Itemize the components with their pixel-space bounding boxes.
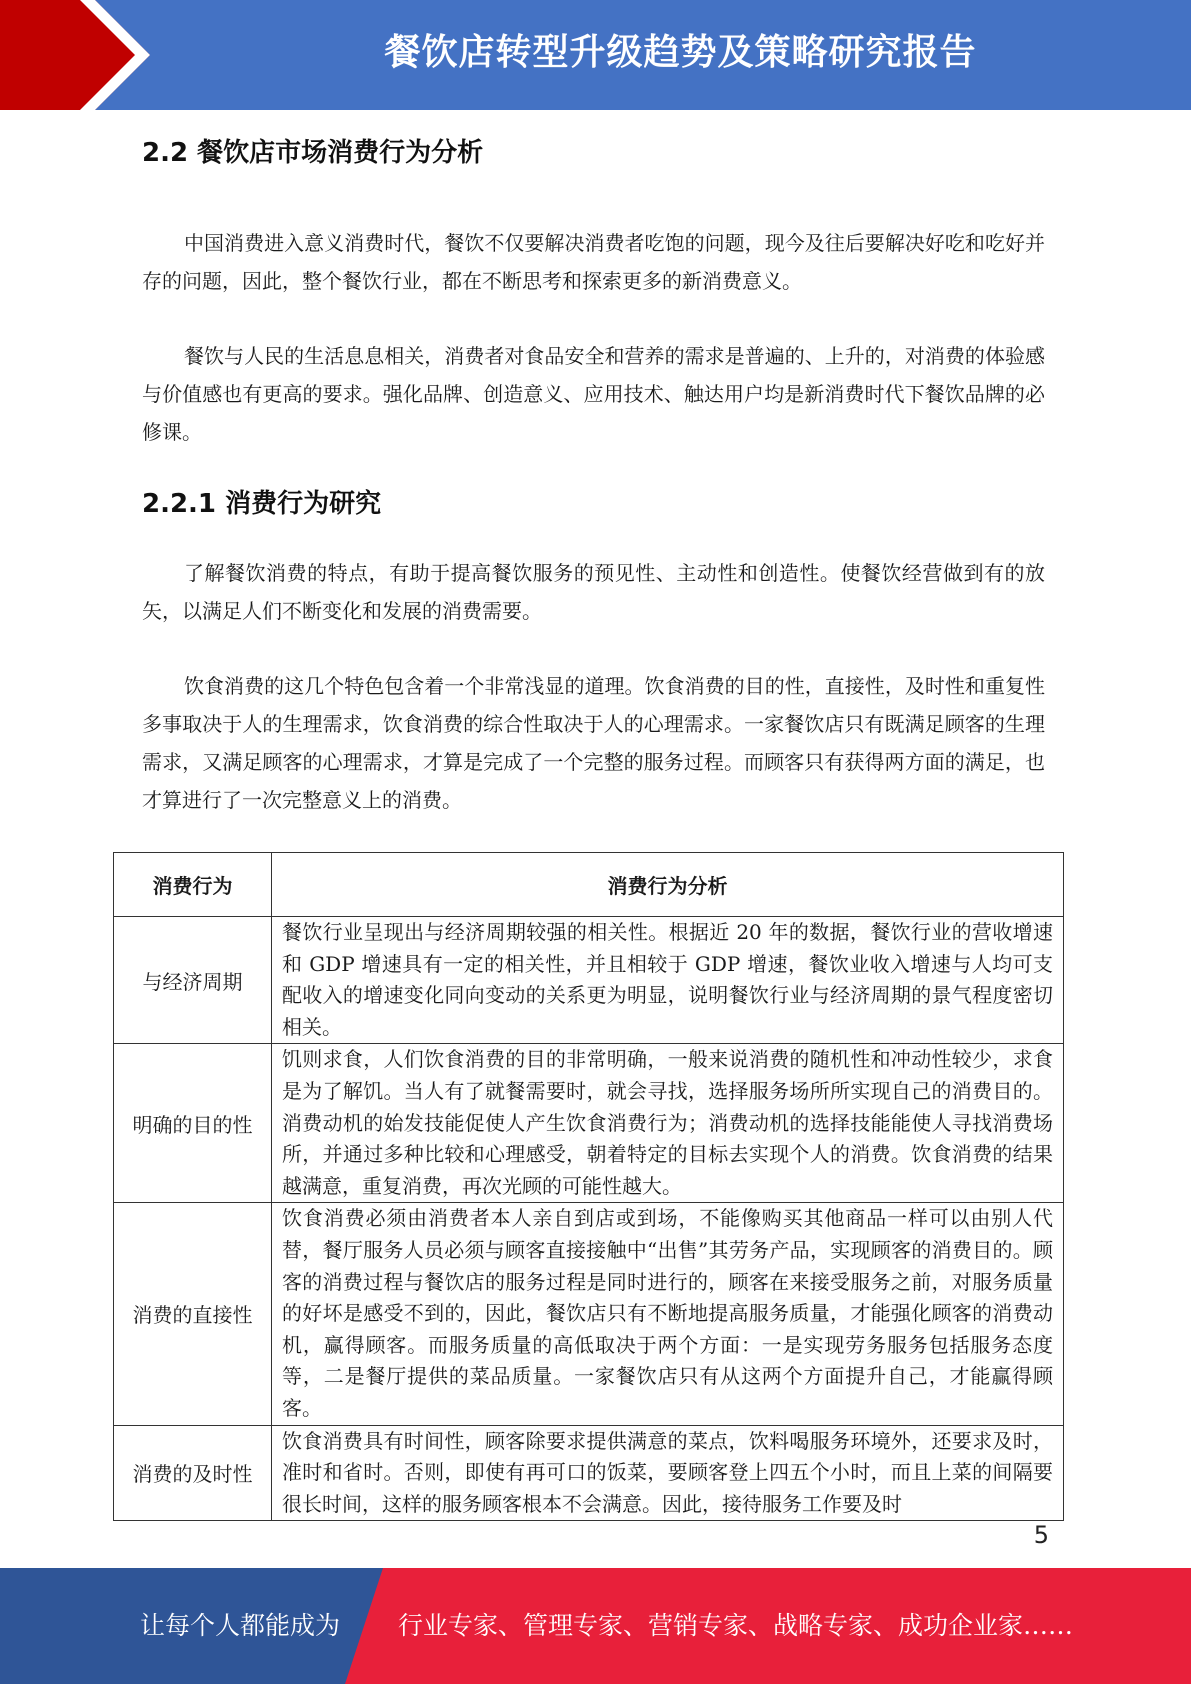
report-title: 餐饮店转型升级趋势及策略研究报告 [384, 32, 977, 73]
report-header [0, 0, 1191, 110]
behavior-cell: 消费的直接性 [114, 1203, 272, 1425]
table-row [114, 917, 1064, 1044]
behavior-cell: 明确的目的性 [114, 1044, 272, 1203]
column-header-analysis: 消费行为分析 [272, 853, 1064, 917]
red-arrow-shape [0, 0, 150, 110]
behavior-cell: 消费的及时性 [114, 1425, 272, 1521]
consumption-behavior-table [113, 852, 1064, 1521]
column-header-behavior: 消费行为 [114, 853, 272, 917]
footer-slogan-right: 行业专家、管理专家、营销专家、战略专家、成功企业家…… [398, 1611, 1074, 1640]
analysis-cell: 餐饮行业呈现出与经济周期较强的相关性。根据近 20 年的数据，餐饮行业的营收增速和 GDP 增速具有一定的相关性，并且相较于 GDP 增速，餐饮业收入增速与人均可支配收入的增速变化同向变动的关系更为明显，说明餐饮行业与经济周期的景气程度密切相关。 [272, 917, 1064, 1044]
table-row [114, 1425, 1064, 1521]
subsection-paragraph-1: 了解餐饮消费的特点，有助于提高餐饮服务的预见性、主动性和创造性。使餐饮经营做到有的放矢，以满足人们不断变化和发展的消费需要。 [142, 561, 1045, 623]
table-row [114, 1044, 1064, 1203]
footer-slogan-left: 让每个人都能成为 [140, 1611, 341, 1640]
table-row [114, 1203, 1064, 1425]
analysis-cell: 饮食消费具有时间性，顾客除要求提供满意的菜点，饮料喝服务环境外，还要求及时，准时和省时。否则，即使有再可口的饭菜，要顾客登上四五个小时，而且上菜的间隔要很长时间，这样的服务顾客根本不会满意。因此，接待服务工作要及时 [272, 1425, 1064, 1521]
table-header-row [114, 853, 1064, 917]
section-heading: 2.2 餐饮店市场消费行为分析 [142, 138, 484, 168]
section-paragraph-2: 餐饮与人民的生活息息相关，消费者对食品安全和营养的需求是普遍的、上升的，对消费的体验感与价值感也有更高的要求。强化品牌、创造意义、应用技术、触达用户均是新消费时代下餐饮品牌的必修课。 [142, 344, 1045, 444]
report-footer [0, 1568, 1191, 1684]
behavior-cell: 与经济周期 [114, 917, 272, 1044]
section-paragraph-1: 中国消费进入意义消费时代，餐饮不仅要解决消费者吃饱的问题，现今及往后要解决好吃和吃好并存的问题，因此，整个餐饮行业，都在不断思考和探索更多的新消费意义。 [142, 231, 1045, 293]
page-number: 5 [1033, 1521, 1049, 1549]
subsection-paragraph-2: 饮食消费的这几个特色包含着一个非常浅显的道理。饮食消费的目的性，直接性，及时性和重复性多事取决于人的生理需求，饮食消费的综合性取决于人的心理需求。一家餐饮店只有既满足顾客的生理需求，又满足顾客的心理需求，才算是完成了一个完整的服务过程。而顾客只有获得两方面的满足，也才算进行了一次完整意义上的消费。 [142, 674, 1045, 812]
analysis-cell: 饥则求食，人们饮食消费的目的非常明确，一般来说消费的随机性和冲动性较少，求食是为了解饥。当人有了就餐需要时，就会寻找，选择服务场所所实现自己的消费目的。消费动机的始发技能促使人产生饮食消费行为；消费动机的选择技能能使人寻找消费场所，并通过多种比较和心理感受，朝着特定的目标去实现个人的消费。饮食消费的结果越满意，重复消费，再次光顾的可能性越大。 [272, 1044, 1064, 1203]
subsection-heading: 2.2.1 消费行为研究 [142, 489, 382, 519]
analysis-cell: 饮食消费必须由消费者本人亲自到店或到场，不能像购买其他商品一样可以由别人代替，餐厅服务人员必须与顾客直接接触中“出售”其劳务产品，实现顾客的消费目的。顾客的消费过程与餐饮店的服务过程是同时进行的，顾客在来接受服务之前，对服务质量的好坏是感受不到的，因此，餐饮店只有不断地提高服务质量，才能强化顾客的消费动机，赢得顾客。而服务质量的高低取决于两个方面：一是实现劳务服务包括服务态度等，二是餐厅提供的菜品质量。一家餐饮店只有从这两个方面提升自己，才能赢得顾客。 [272, 1203, 1064, 1425]
